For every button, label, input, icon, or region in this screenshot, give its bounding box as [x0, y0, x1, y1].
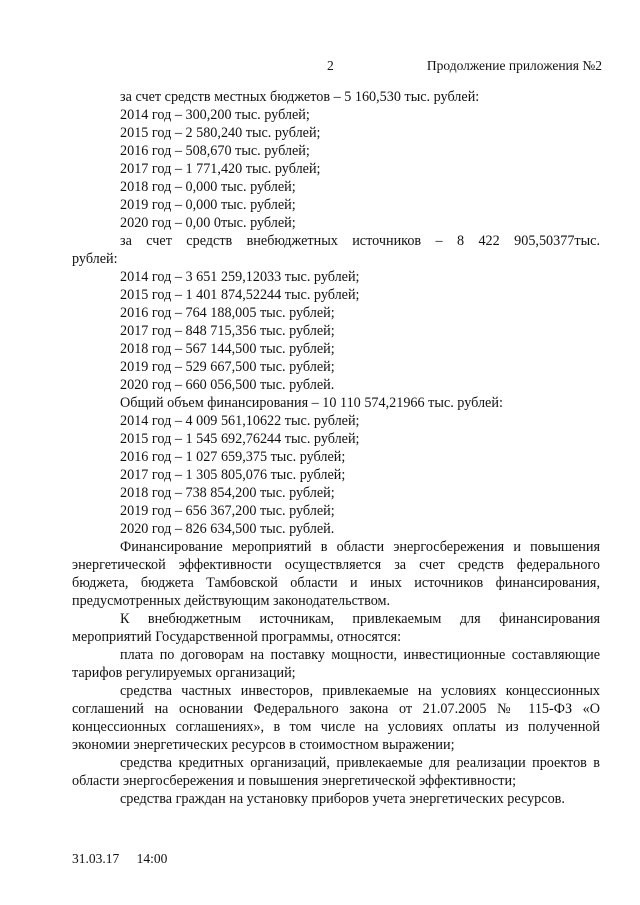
- extra-year-2017: 2017 год – 848 715,356 тыс. рублей;: [120, 323, 335, 339]
- extra-year-2019: 2019 год – 529 667,500 тыс. рублей;: [120, 359, 335, 375]
- paragraph-capacity-payment: плата по договорам на поставку мощности, инвестиционные составляющие тарифов регулируемых организаций;: [72, 647, 600, 681]
- footer-time: 14:00: [136, 851, 168, 866]
- document-body: [72, 88, 600, 808]
- footer-date: 31.03.17: [72, 851, 120, 866]
- footer-stamp: [72, 851, 181, 867]
- total-year-2018: 2018 год – 738 854,200 тыс. рублей;: [120, 485, 335, 501]
- total-year-2019: 2019 год – 656 367,200 тыс. рублей;: [120, 503, 335, 519]
- page-number: 2: [327, 58, 334, 73]
- local-year-2014: 2014 год – 300,200 тыс. рублей;: [120, 107, 310, 123]
- paragraph-citizens-funds: средства граждан на установку приборов учета энергетических ресурсов.: [120, 791, 565, 807]
- paragraph-private-investors: средства частных инвесторов, привлекаемые на условиях концессионных соглашений на основании Федерального закона от 21.07.2005 № 115-ФЗ «О концессионных соглашениях», в том числе на условиях оплаты из полученной экономии энергетических ресурсов в стоимостном выражении;: [72, 683, 600, 753]
- extra-budget-title-cont: рублей:: [72, 251, 118, 267]
- paragraph-extra-sources: К внебюджетным источникам, привлекаемым для финансирования мероприятий Государственной программы, относятся:: [72, 611, 600, 645]
- local-year-2015: 2015 год – 2 580,240 тыс. рублей;: [120, 125, 321, 141]
- local-year-2018: 2018 год – 0,000 тыс. рублей;: [120, 179, 296, 195]
- total-year-2017: 2017 год – 1 305 805,076 тыс. рублей;: [120, 467, 346, 483]
- local-budget-title: за счет средств местных бюджетов – 5 160,530 тыс. рублей:: [120, 89, 480, 105]
- total-year-2020: 2020 год – 826 634,500 тыс. рублей.: [120, 521, 335, 537]
- extra-year-2018: 2018 год – 567 144,500 тыс. рублей;: [120, 341, 335, 357]
- local-year-2016: 2016 год – 508,670 тыс. рублей;: [120, 143, 310, 159]
- extra-year-2014: 2014 год – 3 651 259,12033 тыс. рублей;: [120, 269, 360, 285]
- extra-year-2016: 2016 год – 764 188,005 тыс. рублей;: [120, 305, 335, 321]
- total-year-2015: 2015 год – 1 545 692,76244 тыс. рублей;: [120, 431, 360, 447]
- total-year-2014: 2014 год – 4 009 561,10622 тыс. рублей;: [120, 413, 360, 429]
- paragraph-financing: Финансирование мероприятий в области энергосбережения и повышения энергетической эффективности осуществляется за счет средств федерального бюджета, бюджета Тамбовской области и иных источников финансирования, предусмотренных действующим законодательством.: [72, 539, 600, 609]
- extra-year-2015: 2015 год – 1 401 874,52244 тыс. рублей;: [120, 287, 360, 303]
- extra-budget-title: за счет средств внебюджетных источников – 8 422 905,50377тыс.: [120, 233, 600, 249]
- header-caption: Продолжение приложения №2: [426, 58, 602, 73]
- local-year-2017: 2017 год – 1 771,420 тыс. рублей;: [120, 161, 321, 177]
- total-year-2016: 2016 год – 1 027 659,375 тыс. рублей;: [120, 449, 346, 465]
- local-year-2019: 2019 год – 0,000 тыс. рублей;: [120, 197, 296, 213]
- total-title: Общий объем финансирования – 10 110 574,21966 тыс. рублей:: [120, 395, 503, 411]
- extra-year-2020: 2020 год – 660 056,500 тыс. рублей.: [120, 377, 335, 393]
- paragraph-credit-organizations: средства кредитных организаций, привлекаемые для реализации проектов в области энергосбережения и повышения энергетической эффективности;: [72, 755, 600, 789]
- local-year-2020: 2020 год – 0,00 0тыс. рублей;: [120, 215, 296, 231]
